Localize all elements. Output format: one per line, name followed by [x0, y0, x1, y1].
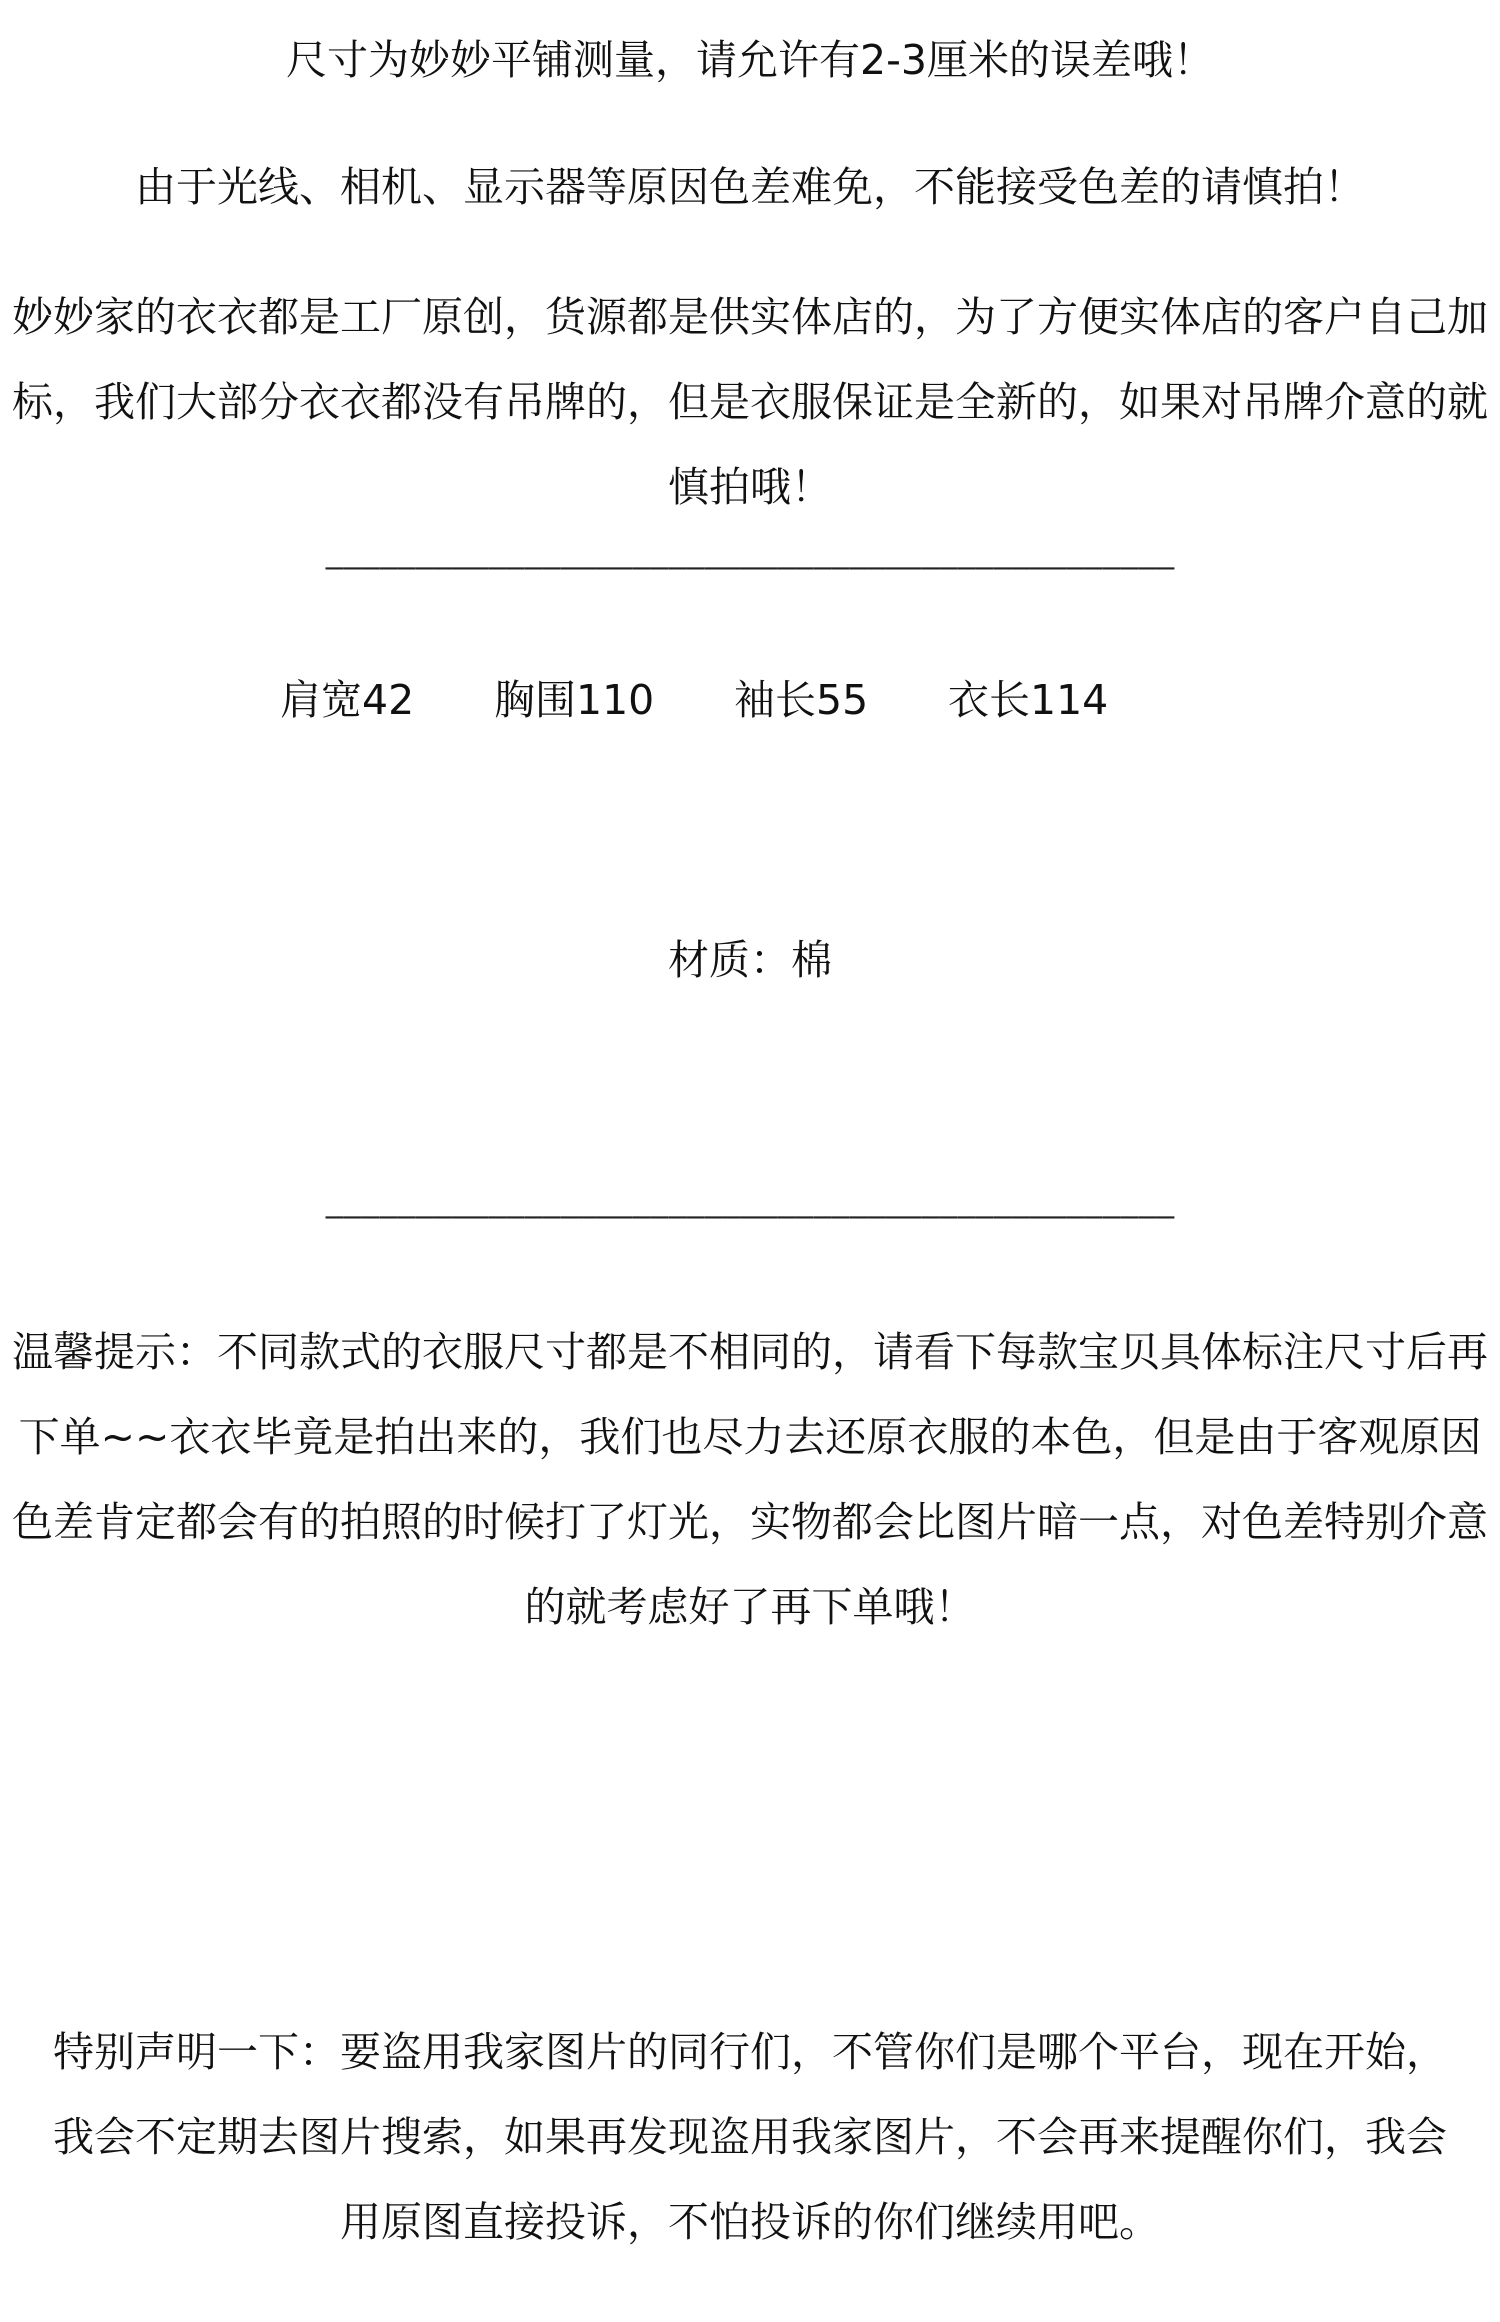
- size-notice: 尺寸为妙妙平铺测量，请允许有2-3厘米的误差哦！: [286, 36, 1214, 84]
- copyright-statement: 特别声明一下：要盗用我家图片的同行们，不管你们是哪个平台，现在开始，我会不定期去图片搜索，如果再发现盗用我家图片，不会再来提醒你们，我会用原图直接投诉，不怕投诉的你们继续用吧。: [53, 2028, 1447, 2246]
- garment-length: 衣长114: [948, 676, 1109, 724]
- divider-bottom: ———————————————————————————————————————————————: [325, 1199, 1175, 1234]
- tag-notice: 妙妙家的衣衣都是工厂原创，货源都是供实体店的，为了方便实体店的客户自己加标，我们大部分衣衣都没有吊牌的，但是衣服保证是全新的，如果对吊牌介意的就慎拍哦！: [12, 293, 1488, 511]
- divider-top: ———————————————————————————————————————————————: [325, 550, 1175, 585]
- sleeve-length: 袖长55: [734, 676, 869, 724]
- shoulder-width: 肩宽42: [280, 676, 415, 724]
- color-difference-notice: 由于光线、相机、显示器等原因色差难免，不能接受色差的请慎拍！: [135, 163, 1365, 211]
- warm-tip: 温馨提示：不同款式的衣服尺寸都是不相同的，请看下每款宝贝具体标注尺寸后再下单~~衣衣毕竟是拍出来的，我们也尽力去还原衣服的本色，但是由于客观原因色差肯定都会有的拍照的时候打了灯光，实物都会比图片暗一点，对色差特别介意的就考虑好了再下单哦！: [12, 1328, 1488, 1631]
- chest-size: 胸围110: [494, 676, 655, 724]
- material-info: 材质：棉: [668, 936, 832, 984]
